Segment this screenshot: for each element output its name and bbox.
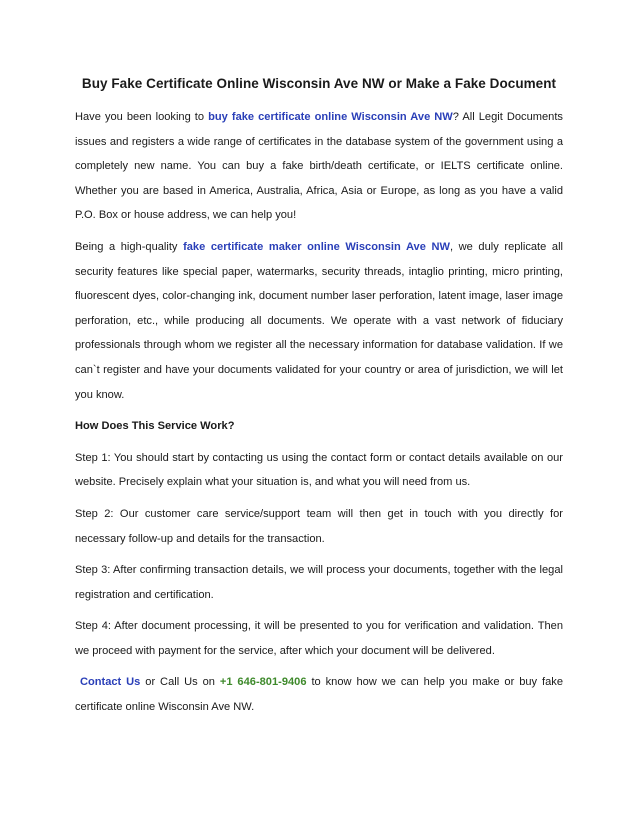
step-2-paragraph: Step 2: Our customer care service/support team will then get in touch with you directly for necessary follow-up and details for the transaction. — [75, 507, 563, 545]
step-3-paragraph: Step 3: After confirming transaction details, we will process your documents, together with the legal registration and certification. — [75, 564, 563, 601]
phone-number-link[interactable]: +1 646-801-9406 — [219, 676, 307, 689]
intro-text-before: Have you been looking to — [75, 111, 209, 123]
step-4-paragraph: Step 4: After document processing, it will be presented to you for verification and validation. Then we proceed with payment for the service, after which your document will be delivered. — [75, 620, 563, 657]
features-text-before: Being a high-quality — [75, 240, 184, 253]
section-heading: How Does This Service Work? — [75, 420, 235, 433]
contact-paragraph — [75, 670, 563, 719]
step-1-paragraph: Step 1: You should start by contacting us using the contact form or contact details available on our website. Precisely explain what your situation is, and what you will need from us. — [75, 451, 563, 489]
contact-text-after: to know how we can help you make or buy fake certificate online Wisconsin Ave NW. — [75, 676, 563, 714]
intro-text-after: ? All Legit Documents issues and registers a wide range of certificates in the database system of the government using a completely new name. You can buy a fake birth/death certificate, or IELTS certificate online. Whether you are based in America, Australia, Africa, Asia or Europe, as long as you have a valid P.O. Box or house address, we can help you! — [75, 111, 563, 222]
features-paragraph — [75, 235, 563, 407]
buy-fake-certificate-link[interactable]: buy fake certificate online Wisconsin Ave NW — [208, 111, 453, 123]
contact-us-link[interactable]: Contact Us — [79, 676, 141, 689]
contact-text-middle: or Call Us on — [140, 676, 220, 689]
certificate-maker-link[interactable]: fake certificate maker online Wisconsin Ave NW — [183, 240, 450, 253]
document-title: Buy Fake Certificate Online Wisconsin Ave NW or Make a Fake Document — [81, 76, 557, 91]
features-text-after: , we duly replicate all security features like special paper, watermarks, security threads, intaglio printing, micro printing, fluorescent dyes, color-changing ink, document number laser perforation, latent image, laser image perforation, etc., while producing all documents. We operate with a vast network of fiduciary professionals through whom we register all the necessary information for database validation. If we can`t register and have your documents validated for your country or area of jurisdiction, we will let you know. — [75, 240, 563, 401]
intro-paragraph — [75, 105, 563, 228]
